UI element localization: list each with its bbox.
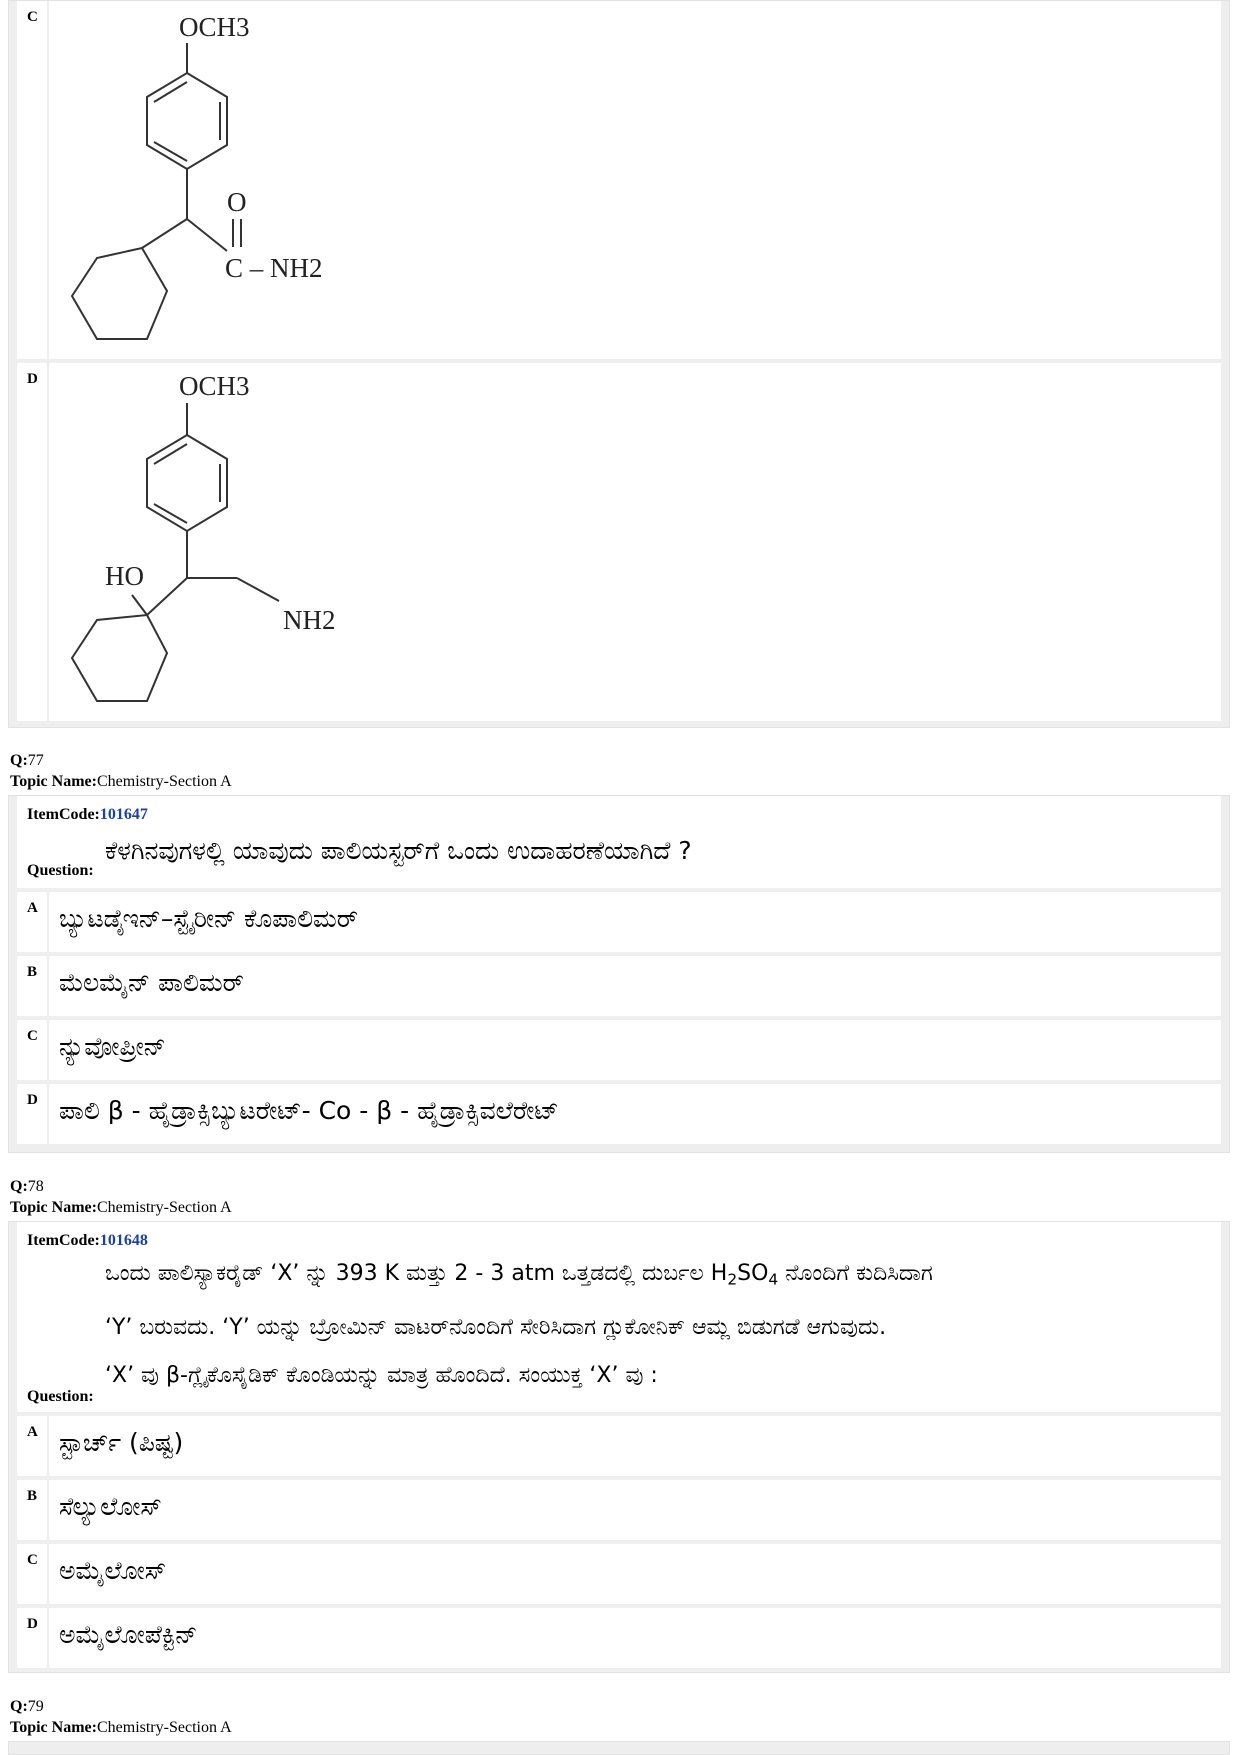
option-row-c[interactable] <box>17 1 1221 359</box>
label-och3: OCH3 <box>179 12 250 42</box>
question-row: ItemCode:101648 ಒಂದು ಪಾಲಿಸ್ಯಾಕರೈಡ್ ‘X’ ನ್ನು 393 K ಮತ್ತು 2 - 3 atm ಒತ್ತಡದಲ್ಲಿ ದುರ್ಬಲ $H_2SO_4$ ನೊಂದಿಗೆ ಕುದಿಸಿದಾಗ ‘Y’ ಬರುವದು. ‘Y’ ಯನ್ನು ಬ್ರೋಮಿನ್ ವಾಟರ್‌ನೊಂದಿಗೆ ಸೇರಿಸಿದಾಗ ಗ್ಲುಕೋನಿಕ್ ಆಮ್ಲ ಬಿಡುಗಡೆ ಆಗುವುದು. ‘X’ ವು β-ಗ್ಲೈಕೊಸೈಡಿಕ್ ಕೊಂಡಿಯನ್ನು ಮಾತ್ರ ಹೊಂದಿದೆ. ಸಂಯುಕ್ತ ‘X’ ವು : Question: <box>17 1222 1221 1412</box>
option-row-d[interactable]: D ಅಮೈಲೋಪೆಕ್ಟಿನ್ <box>17 1608 1221 1668</box>
label-och3: OCH3 <box>179 371 250 401</box>
option-row-c[interactable]: C ನ್ಯುವೋಪ್ರೀನ್ <box>17 1020 1221 1080</box>
structure-d <box>57 363 417 713</box>
option-text: ಮೆಲಮೈನ್ ಪಾಲಿಮರ್ <box>59 968 244 997</box>
q77-meta: Q:77 Topic Name:Chemistry-Section A <box>10 752 232 790</box>
question-text: ಕೆಳಗಿನವುಗಳಲ್ಲಿ ಯಾವುದು ಪಾಲಿಯಸ್ಟರ್‌ಗೆ ಒಂದು ಉದಾಹರಣೆಯಾಗಿದೆ ? <box>105 836 692 865</box>
option-letter: C <box>27 9 38 25</box>
option-text: ಅಮೈಲೋಸ್ <box>59 1556 167 1585</box>
option-text: ಬ್ಯುಟಡೈಇನ್–ಸ್ಟೈರೀನ್ ಕೊಪಾಲಿಮರ್ <box>59 904 359 933</box>
option-row-d[interactable] <box>17 363 1221 721</box>
topic-name: Chemistry-Section A <box>96 1719 232 1736</box>
option-row-b[interactable]: B ಸೆಲ್ಯುಲೋಸ್ <box>17 1480 1221 1540</box>
prev-options-box <box>8 0 1230 728</box>
q79-box <box>8 1741 1230 1755</box>
label-hydroxyl: HO <box>105 561 144 591</box>
question-number: 79 <box>27 1698 44 1715</box>
option-text: ಅಮೈಲೋಪೆಕ್ಟಿನ್ <box>59 1620 198 1649</box>
label-amide: C – NH2 <box>225 253 323 283</box>
question-label: Question: <box>27 1388 94 1405</box>
option-row-a[interactable]: A ಬ್ಯುಟಡೈಇನ್–ಸ್ಟೈರೀನ್ ಕೊಪಾಲಿಮರ್ <box>17 892 1221 952</box>
option-row-d[interactable]: D ಪಾಲಿ β - ಹೈಡ್ರಾಕ್ಸಿಬ್ಯುಟರೇಟ್- Co - β - ಹೈಡ್ರಾಕ್ಸಿವಲೆರೇಟ್ <box>17 1084 1221 1144</box>
label-carbonyl-o: O <box>227 187 247 217</box>
question-text: ಒಂದು ಪಾಲಿಸ್ಯಾಕರೈಡ್ ‘X’ ನ್ನು 393 K ಮತ್ತು 2 - 3 atm ಒತ್ತಡದಲ್ಲಿ ದುರ್ಬಲ $H_2SO_4$ ನೊಂದಿಗೆ ಕುದಿಸಿದಾಗ ‘Y’ ಬರುವದು. ‘Y’ ಯನ್ನು ಬ್ರೋಮಿನ್ ವಾಟರ್‌ನೊಂದಿಗೆ ಸೇರಿಸಿದಾಗ ಗ್ಲುಕೋನಿಕ್ ಆಮ್ಲ ಬಿಡುಗಡೆ ಆಗುವುದು. ‘X’ ವು β-ಗ್ಲೈಕೊಸೈಡಿಕ್ ಕೊಂಡಿಯನ್ನು ಮಾತ್ರ ಹೊಂದಿದೆ. ಸಂಯುಕ್ತ ‘X’ ವು : <box>105 1261 933 1388</box>
option-row-b[interactable]: B ಮೆಲಮೈನ್ ಪಾಲಿಮರ್ <box>17 956 1221 1016</box>
q78-box <box>8 1221 1230 1673</box>
q79-meta: Q:79 Topic Name:Chemistry-Section A <box>10 1698 232 1736</box>
option-row-a[interactable]: A ಸ್ಟಾರ್ಚ್ (ಪಿಷ್ಟ) <box>17 1416 1221 1476</box>
option-letter: D <box>27 371 38 387</box>
q78-meta: Q:78 Topic Name:Chemistry-Section A <box>10 1178 232 1216</box>
item-code: 101648 <box>99 1232 148 1249</box>
option-text: ಸ್ಟಾರ್ಚ್ (ಪಿಷ್ಟ) <box>59 1428 184 1457</box>
question-number: 77 <box>27 752 44 769</box>
option-row-c[interactable]: C ಅಮೈಲೋಸ್ <box>17 1544 1221 1604</box>
topic-name: Chemistry-Section A <box>96 773 232 790</box>
option-text: ಪಾಲಿ β - ಹೈಡ್ರಾಕ್ಸಿಬ್ಯುಟರೇಟ್- Co - β - ಹೈಡ್ರಾಕ್ಸಿವಲೆರೇಟ್ <box>59 1096 559 1125</box>
question-row: ItemCode:101647 ಕೆಳಗಿನವುಗಳಲ್ಲಿ ಯಾವುದು ಪಾಲಿಯಸ್ಟರ್‌ಗೆ ಒಂದು ಉದಾಹರಣೆಯಾಗಿದೆ ? Question: <box>17 796 1221 888</box>
option-text: ಸೆಲ್ಯುಲೋಸ್ <box>59 1492 162 1521</box>
item-code: 101647 <box>99 806 148 823</box>
topic-name: Chemistry-Section A <box>96 1199 232 1216</box>
option-text: ನ್ಯುವೋಪ್ರೀನ್ <box>59 1032 166 1061</box>
question-number: 78 <box>27 1178 44 1195</box>
q77-box <box>8 795 1230 1153</box>
structure-c <box>57 1 417 351</box>
question-label: Question: <box>27 862 94 879</box>
label-amine: NH2 <box>283 605 336 635</box>
